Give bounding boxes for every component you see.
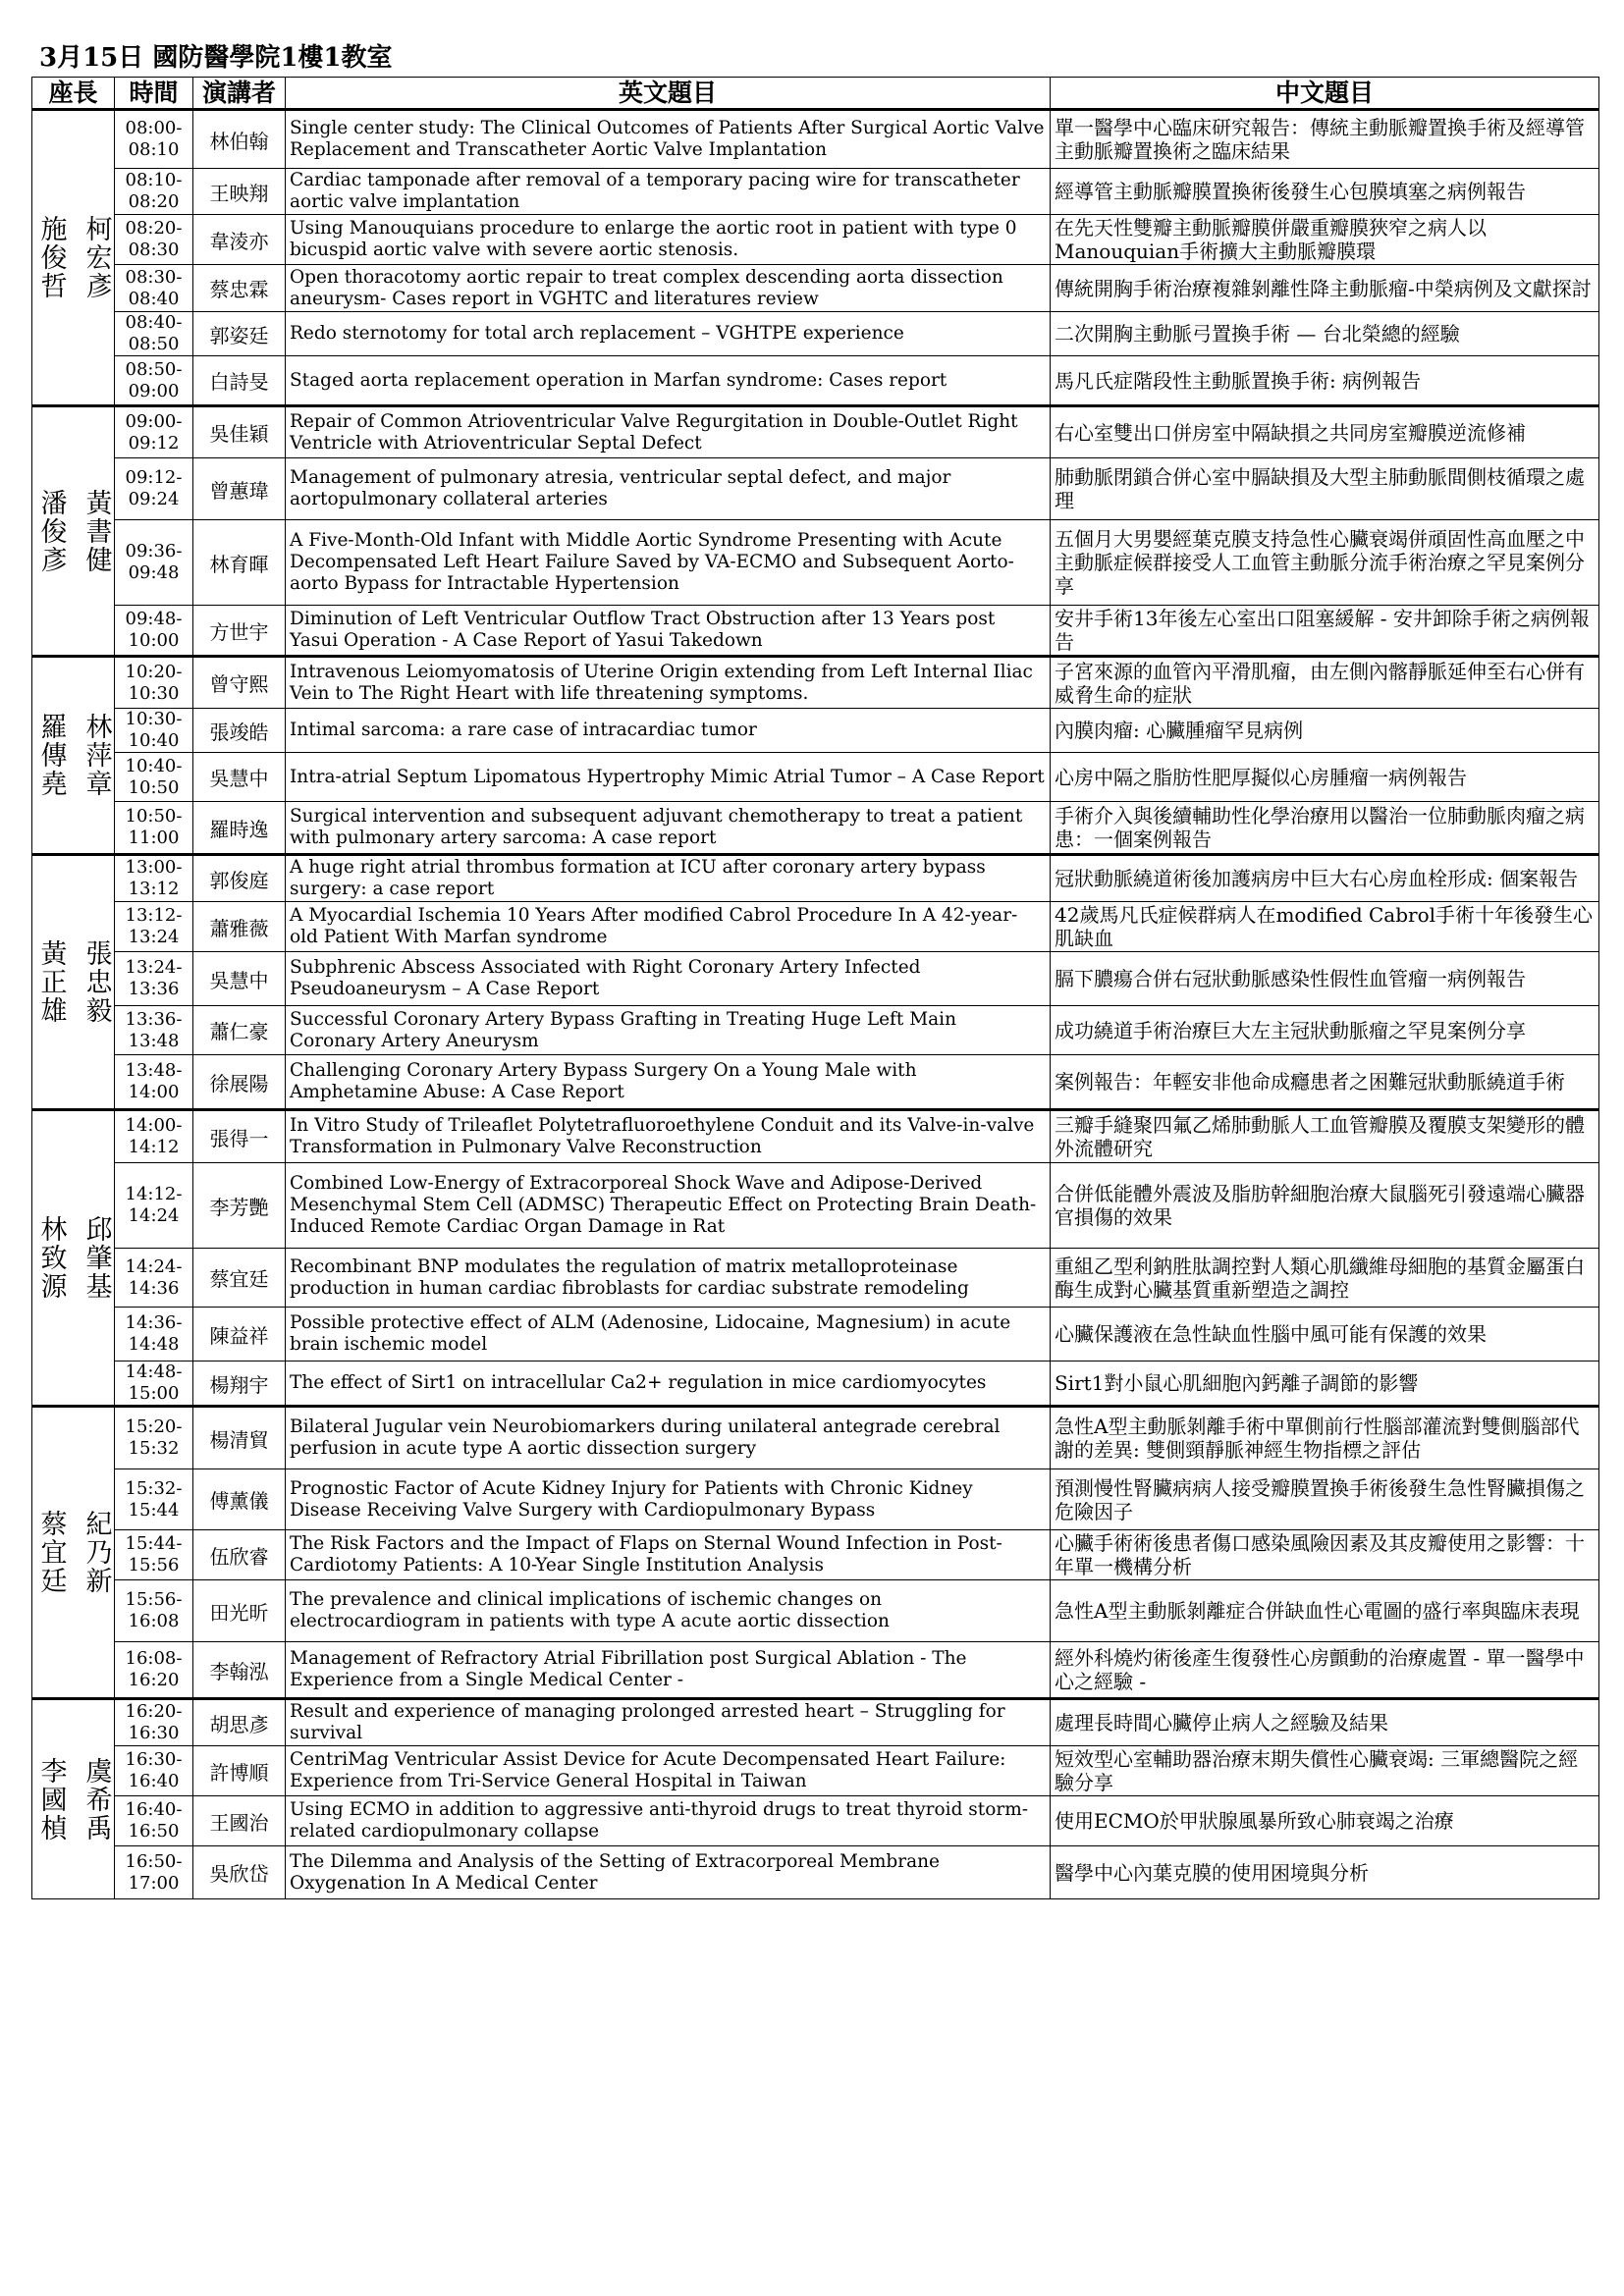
chinese-title: 在先天性雙瓣主動脈瓣膜併嚴重瓣膜狹窄之病人以Manouquian手術擴大主動脈瓣膜環 [1051, 215, 1599, 265]
speaker-name: 吳欣岱 [193, 1846, 286, 1899]
page-title: 3月15日 國防醫學院1樓1教室 [39, 43, 393, 73]
time-cell [115, 110, 193, 169]
time-end: 16:30 [128, 1723, 180, 1743]
time-end: 16:20 [128, 1670, 180, 1690]
speaker-name: 吳慧中 [193, 753, 286, 802]
time-end: 14:24 [128, 1205, 180, 1226]
chair-name: 柯宏彥 [81, 215, 112, 300]
english-title: Open thoracotomy aortic repair to treat complex descending aorta dissection aneurysm- Cases report in VGHTC and literatures review [286, 265, 1051, 312]
session-chairs [32, 1407, 115, 1699]
english-title: The prevalence and clinical implications of ischemic changes on electrocardiogram in patients with type A acute aortic dissection [286, 1580, 1051, 1642]
chair-name: 黃書健 [81, 488, 112, 574]
chair-name: 林致源 [35, 1215, 67, 1301]
time-cell [115, 520, 193, 606]
time-start: 08:00- [125, 118, 183, 138]
chinese-title: 急性A型主動脈剝離症合併缺血性心電圖的盛行率與臨床表現 [1051, 1580, 1599, 1642]
chinese-title: 膈下膿瘍合併右冠狀動脈感染性假性血管瘤一病例報告 [1051, 952, 1599, 1006]
speaker-name: 蔡宜廷 [193, 1249, 286, 1308]
table-row [32, 1796, 1599, 1846]
chair-name: 李國楨 [35, 1756, 67, 1842]
time-start: 09:12- [125, 467, 183, 488]
table-row [32, 802, 1599, 855]
table-row [32, 406, 1599, 458]
english-title: Challenging Coronary Artery Bypass Surgery On a Young Male with Amphetamine Abuse: A Case Report [286, 1055, 1051, 1110]
speaker-name: 李芳艷 [193, 1163, 286, 1249]
table-row [32, 265, 1599, 312]
speaker-name: 傅薰儀 [193, 1469, 286, 1530]
table-row [32, 110, 1599, 169]
speaker-name: 羅時逸 [193, 802, 286, 855]
chairs-group [32, 1757, 114, 1842]
table-row [32, 1110, 1599, 1163]
chinese-title: 心臟保護液在急性缺血性腦中風可能有保護的效果 [1051, 1308, 1599, 1362]
time-start: 09:36- [125, 541, 183, 561]
time-cell [115, 1407, 193, 1469]
time-end: 14:48 [128, 1334, 180, 1355]
time-cell [115, 169, 193, 215]
english-title: Using ECMO in addition to aggressive anti-thyroid drugs to treat thyroid storm-related cardiopulmonary collapse [286, 1796, 1051, 1846]
english-title: Diminution of Left Ventricular Outflow Tract Obstruction after 13 Years post Yasui Operation - A Case Report of Yasui Takedown [286, 606, 1051, 657]
chair-name: 蔡宜廷 [35, 1510, 67, 1595]
speaker-name: 楊清貿 [193, 1407, 286, 1469]
table-row [32, 1699, 1599, 1746]
chinese-title: 短效型心室輔助器治療末期失償性心臟衰竭: 三軍總醫院之經驗分享 [1051, 1746, 1599, 1796]
speaker-name: 郭俊庭 [193, 855, 286, 902]
time-end: 15:44 [128, 1499, 180, 1521]
time-end: 14:00 [128, 1082, 180, 1102]
chinese-title: 馬凡氏症階段性主動脈置換手術: 病例報告 [1051, 356, 1599, 406]
chinese-title: 經外科燒灼術後產生復發性心房顫動的治療處置 - 單一醫學中心之經驗 - [1051, 1642, 1599, 1699]
time-start: 14:36- [125, 1312, 183, 1333]
time-start: 16:50- [125, 1850, 183, 1872]
table-row [32, 1249, 1599, 1308]
chinese-title: 案例報告：年輕安非他命成癮患者之困難冠狀動脈繞道手術 [1051, 1055, 1599, 1110]
time-cell [115, 265, 193, 312]
table-row [32, 1469, 1599, 1530]
chair-name: 黃正雄 [35, 939, 67, 1025]
table-row [32, 657, 1599, 709]
time-start: 10:40- [125, 755, 183, 776]
header-english-title: 英文題目 [286, 78, 1051, 110]
chinese-title: 重組乙型利鈉胜肽調控對人類心肌纖維母細胞的基質金屬蛋白酶生成對心臟基質重新塑造之調控 [1051, 1249, 1599, 1308]
english-title: The Risk Factors and the Impact of Flaps on Sternal Wound Infection in Post-Cardiotomy Patients: A 10-Year Single Institution Analysis [286, 1530, 1051, 1580]
chinese-title: 肺動脈閉鎖合併心室中膈缺損及大型主肺動脈間側枝循環之處理 [1051, 458, 1599, 520]
english-title: Single center study: The Clinical Outcomes of Patients After Surgical Aortic Valve Replacement and Transcatheter Aortic Valve Implantation [286, 110, 1051, 169]
table-row [32, 902, 1599, 952]
speaker-name: 吳慧中 [193, 952, 286, 1006]
time-end: 16:40 [128, 1771, 180, 1791]
time-cell [115, 1746, 193, 1796]
time-start: 10:30- [125, 709, 183, 729]
chinese-title: 五個月大男嬰經葉克膜支持急性心臟衰竭併頑固性高血壓之中主動脈症候群接受人工血管主動脈分流手術治療之罕見案例分享 [1051, 520, 1599, 606]
table-row [32, 312, 1599, 356]
time-end: 14:36 [128, 1277, 180, 1299]
time-cell [115, 458, 193, 520]
time-cell [115, 312, 193, 356]
speaker-name: 胡思彥 [193, 1699, 286, 1746]
english-title: The effect of Sirt1 on intracellular Ca2+ regulation in mice cardiomyocytes [286, 1362, 1051, 1407]
speaker-name: 陳益祥 [193, 1308, 286, 1362]
english-title: Intimal sarcoma: a rare case of intracardiac tumor [286, 709, 1051, 753]
time-end: 13:36 [128, 979, 180, 999]
session-chairs [32, 1699, 115, 1899]
table-row [32, 753, 1599, 802]
speaker-name: 許博順 [193, 1746, 286, 1796]
english-title: Intra-atrial Septum Lipomatous Hypertrophy Mimic Atrial Tumor – A Case Report [286, 753, 1051, 802]
time-end: 13:24 [128, 927, 180, 947]
chair-name: 虞希禹 [81, 1756, 112, 1842]
chinese-title: 手術介入與後續輔助性化學治療用以醫治一位肺動脈肉瘤之病患：一個案例報告 [1051, 802, 1599, 855]
table-row [32, 1746, 1599, 1796]
time-cell [115, 1642, 193, 1699]
speaker-name: 楊翔宇 [193, 1362, 286, 1407]
time-start: 16:08- [125, 1648, 183, 1669]
time-cell [115, 1796, 193, 1846]
time-cell [115, 215, 193, 265]
english-title: Management of pulmonary atresia, ventricular septal defect, and major aortopulmonary collateral arteries [286, 458, 1051, 520]
time-end: 13:12 [128, 879, 180, 899]
time-start: 13:00- [125, 857, 183, 878]
time-cell [115, 753, 193, 802]
time-start: 14:48- [125, 1362, 183, 1382]
table-row [32, 952, 1599, 1006]
english-title: Result and experience of managing prolonged arrested heart – Struggling for survival [286, 1699, 1051, 1746]
session-chairs [32, 855, 115, 1110]
speaker-name: 徐展陽 [193, 1055, 286, 1110]
table-row [32, 1580, 1599, 1642]
english-title: Subphrenic Abscess Associated with Right Coronary Artery Infected Pseudoaneurysm – A Case Report [286, 952, 1051, 1006]
schedule-table [31, 77, 1599, 1899]
session-chairs [32, 657, 115, 855]
table-row [32, 458, 1599, 520]
chair-name: 紀乃新 [81, 1510, 112, 1595]
chair-name: 張忠毅 [81, 939, 112, 1025]
english-title: Possible protective effect of ALM (Adenosine, Lidocaine, Magnesium) in acute brain ischemic model [286, 1308, 1051, 1362]
time-cell [115, 1846, 193, 1899]
time-end: 09:00 [128, 380, 180, 401]
time-start: 14:12- [125, 1184, 183, 1204]
english-title: In Vitro Study of Trileaflet Polytetrafluoroethylene Conduit and its Valve-in-valve Transformation in Pulmonary Valve Reconstruction [286, 1110, 1051, 1163]
header-speaker: 演講者 [193, 78, 286, 110]
speaker-name: 蔡忠霖 [193, 265, 286, 312]
time-cell [115, 802, 193, 855]
time-cell [115, 1110, 193, 1163]
english-title: The Dilemma and Analysis of the Setting of Extracorporeal Membrane Oxygenation In A Medical Center [286, 1846, 1051, 1899]
time-cell [115, 1308, 193, 1362]
time-cell [115, 952, 193, 1006]
table-row [32, 520, 1599, 606]
speaker-name: 王國治 [193, 1796, 286, 1846]
chinese-title: 三瓣手縫聚四氟乙烯肺動脈人工血管瓣膜及覆膜支架變形的體外流體研究 [1051, 1110, 1599, 1163]
english-title: Staged aorta replacement operation in Marfan syndrome: Cases report [286, 356, 1051, 406]
time-start: 09:48- [125, 609, 183, 629]
schedule-body [32, 110, 1599, 1899]
time-end: 10:50 [128, 776, 180, 798]
speaker-name: 張得一 [193, 1110, 286, 1163]
chair-name: 施俊哲 [35, 215, 67, 300]
time-cell [115, 709, 193, 753]
time-start: 14:00- [125, 1115, 183, 1136]
speaker-name: 林伯翰 [193, 110, 286, 169]
table-row [32, 1846, 1599, 1899]
chinese-title: 內膜肉瘤: 心臟腫瘤罕見病例 [1051, 709, 1599, 753]
chinese-title: 合併低能體外震波及脂肪幹細胞治療大鼠腦死引發遠端心臟器官損傷的效果 [1051, 1163, 1599, 1249]
table-row [32, 1530, 1599, 1580]
table-row [32, 1407, 1599, 1469]
chair-name: 潘俊彥 [35, 488, 67, 574]
time-start: 15:56- [125, 1589, 183, 1610]
speaker-name: 韋淩亦 [193, 215, 286, 265]
english-title: Surgical intervention and subsequent adjuvant chemotherapy to treat a patient with pulmonary artery sarcoma: A case report [286, 802, 1051, 855]
time-end: 17:00 [128, 1872, 180, 1894]
chairs-group [32, 1215, 114, 1301]
english-title: Redo sternotomy for total arch replacement – VGHTPE experience [286, 312, 1051, 356]
table-row [32, 1308, 1599, 1362]
time-start: 09:00- [125, 410, 183, 432]
time-end: 16:50 [128, 1821, 180, 1842]
time-end: 10:00 [128, 630, 180, 651]
speaker-name: 曾守熙 [193, 657, 286, 709]
chinese-title: 急性A型主動脈剝離手術中單側前行性腦部灌流對雙側腦部代謝的差異: 雙側頸靜脈神經生物指標之評估 [1051, 1407, 1599, 1469]
time-start: 10:50- [125, 806, 183, 827]
time-end: 15:56 [128, 1555, 180, 1575]
time-end: 08:10 [128, 139, 180, 160]
chinese-title: 成功繞道手術治療巨大左主冠狀動脈瘤之罕見案例分享 [1051, 1006, 1599, 1055]
chairs-group [32, 489, 114, 574]
time-end: 09:12 [128, 432, 180, 454]
chairs-group [32, 1510, 114, 1595]
time-start: 10:20- [125, 661, 183, 682]
english-title: Recombinant BNP modulates the regulation of matrix metalloproteinase production in human cardiac fibroblasts for cardiac substrate remodeling [286, 1249, 1051, 1308]
chair-name: 邱肇基 [81, 1215, 112, 1301]
header-time: 時間 [115, 78, 193, 110]
chinese-title: 冠狀動脈繞道術後加護病房中巨大右心房血栓形成: 個案報告 [1051, 855, 1599, 902]
time-start: 14:24- [125, 1255, 183, 1277]
table-row [32, 1006, 1599, 1055]
time-start: 16:20- [125, 1701, 183, 1722]
english-title: Bilateral Jugular vein Neurobiomarkers during unilateral antegrade cerebral perfusion in acute type A aortic dissection surgery [286, 1407, 1051, 1469]
time-start: 16:30- [125, 1749, 183, 1770]
english-title: Prognostic Factor of Acute Kidney Injury for Patients with Chronic Kidney Disease Receiving Valve Surgery with Cardiopulmonary Bypass [286, 1469, 1051, 1530]
time-cell [115, 1469, 193, 1530]
table-row [32, 1163, 1599, 1249]
chinese-title: 傳統開胸手術治療複雜剝離性降主動脈瘤-中榮病例及文獻探討 [1051, 265, 1599, 312]
chairs-group [32, 215, 114, 300]
time-cell [115, 406, 193, 458]
session-chairs [32, 1110, 115, 1407]
speaker-name: 郭姿廷 [193, 312, 286, 356]
session-chairs [32, 406, 115, 657]
chinese-title: 安井手術13年後左心室出口阻塞緩解 - 安井卸除手術之病例報告 [1051, 606, 1599, 657]
speaker-name: 王映翔 [193, 169, 286, 215]
time-end: 14:12 [128, 1137, 180, 1157]
english-title: Cardiac tamponade after removal of a temporary pacing wire for transcatheter aortic valve implantation [286, 169, 1051, 215]
english-title: Management of Refractory Atrial Fibrillation post Surgical Ablation - The Experience from a Single Medical Center - [286, 1642, 1051, 1699]
time-start: 13:48- [125, 1060, 183, 1081]
english-title: Using Manouquians procedure to enlarge the aortic root in patient with type 0 bicuspid aortic valve with severe aortic stenosis. [286, 215, 1051, 265]
time-end: 16:08 [128, 1611, 180, 1631]
time-start: 08:40- [125, 312, 183, 333]
time-end: 08:30 [128, 240, 180, 260]
chairs-group [32, 939, 114, 1025]
time-start: 13:12- [125, 905, 183, 926]
chinese-title: 二次開胸主動脈弓置換手術 — 台北榮總的經驗 [1051, 312, 1599, 356]
table-row [32, 1362, 1599, 1407]
time-start: 15:44- [125, 1533, 183, 1554]
time-start: 08:50- [125, 358, 183, 380]
speaker-name: 曾蕙瑋 [193, 458, 286, 520]
speaker-name: 方世宇 [193, 606, 286, 657]
chinese-title: 單一醫學中心臨床研究報告：傳統主動脈瓣置換手術及經導管主動脈瓣置換術之臨床結果 [1051, 110, 1599, 169]
time-start: 16:40- [125, 1799, 183, 1820]
header-chair: 座長 [32, 78, 115, 110]
speaker-name: 李翰泓 [193, 1642, 286, 1699]
chinese-title: 處理長時間心臟停止病人之經驗及結果 [1051, 1699, 1599, 1746]
speaker-name: 吳佳穎 [193, 406, 286, 458]
time-cell [115, 1699, 193, 1746]
time-end: 10:40 [128, 730, 180, 751]
speaker-name: 蕭仁豪 [193, 1006, 286, 1055]
english-title: Successful Coronary Artery Bypass Grafting in Treating Huge Left Main Coronary Artery Aneurysm [286, 1006, 1051, 1055]
time-end: 09:24 [128, 489, 180, 509]
english-title: Repair of Common Atrioventricular Valve Regurgitation in Double-Outlet Right Ventricle with Atrioventricular Septal Defect [286, 406, 1051, 458]
table-row [32, 169, 1599, 215]
time-cell [115, 855, 193, 902]
speaker-name: 林育暉 [193, 520, 286, 606]
chinese-title: 子宮來源的血管內平滑肌瘤，由左側內髂靜脈延伸至右心併有威脅生命的症狀 [1051, 657, 1599, 709]
time-end: 08:20 [128, 191, 180, 212]
chinese-title: 醫學中心內葉克膜的使用困境與分析 [1051, 1846, 1599, 1899]
chairs-group [32, 713, 114, 798]
header-row [32, 78, 1599, 110]
chair-name: 羅傳堯 [35, 713, 67, 798]
table-row [32, 215, 1599, 265]
time-cell [115, 1362, 193, 1407]
time-start: 08:10- [125, 170, 183, 190]
table-row [32, 709, 1599, 753]
chinese-title: 42歲馬凡氏症候群病人在modified Cabrol手術十年後發生心肌缺血 [1051, 902, 1599, 952]
time-end: 10:30 [128, 682, 180, 704]
speaker-name: 伍欣睿 [193, 1530, 286, 1580]
speaker-name: 蕭雅薇 [193, 902, 286, 952]
speaker-name: 白詩旻 [193, 356, 286, 406]
time-end: 08:50 [128, 334, 180, 354]
table-row [32, 606, 1599, 657]
time-end: 08:40 [128, 288, 180, 309]
time-cell [115, 1163, 193, 1249]
english-title: A Myocardial Ischemia 10 Years After modified Cabrol Procedure In A 42-year-old Patient With Marfan syndrome [286, 902, 1051, 952]
time-end: 11:00 [128, 828, 180, 848]
time-cell [115, 606, 193, 657]
chinese-title: 心臟手術術後患者傷口感染風險因素及其皮瓣使用之影響：十年單一機構分析 [1051, 1530, 1599, 1580]
time-cell [115, 1055, 193, 1110]
chinese-title: 使用ECMO於甲狀腺風暴所致心肺衰竭之治療 [1051, 1796, 1599, 1846]
table-row [32, 1642, 1599, 1699]
time-end: 09:48 [128, 562, 180, 583]
time-end: 15:32 [128, 1438, 180, 1459]
time-start: 13:24- [125, 957, 183, 978]
chinese-title: Sirt1對小鼠心肌細胞內鈣離子調節的影響 [1051, 1362, 1599, 1407]
time-cell [115, 1006, 193, 1055]
speaker-name: 張竣皓 [193, 709, 286, 753]
time-start: 08:20- [125, 218, 183, 239]
header-chinese-title: 中文題目 [1051, 78, 1599, 110]
time-cell [115, 1249, 193, 1308]
english-title: Intravenous Leiomyomatosis of Uterine Origin extending from Left Internal Iliac Vein to The Right Heart with life threatening symptoms. [286, 657, 1051, 709]
english-title: Combined Low-Energy of Extracorporeal Shock Wave and Adipose-Derived Mesenchymal Stem Cell (ADMSC) Therapeutic Effect on Protecting Brain Death-Induced Remote Cardiac Organ Damage in Rat [286, 1163, 1051, 1249]
chair-name: 林萍章 [81, 713, 112, 798]
chinese-title: 預測慢性腎臟病病人接受瓣膜置換手術後發生急性腎臟損傷之危險因子 [1051, 1469, 1599, 1530]
time-end: 15:00 [128, 1383, 180, 1404]
english-title: A Five-Month-Old Infant with Middle Aortic Syndrome Presenting with Acute Decompensated Left Heart Failure Saved by VA-ECMO and Subsequent Aorto-aorto Bypass for Intractable Hypertension [286, 520, 1051, 606]
time-start: 15:32- [125, 1477, 183, 1499]
time-cell [115, 902, 193, 952]
time-cell [115, 1580, 193, 1642]
time-end: 13:48 [128, 1030, 180, 1051]
time-start: 13:36- [125, 1008, 183, 1030]
time-cell [115, 1530, 193, 1580]
table-row [32, 855, 1599, 902]
chinese-title: 心房中隔之脂肪性肥厚擬似心房腫瘤一病例報告 [1051, 753, 1599, 802]
english-title: CentriMag Ventricular Assist Device for Acute Decompensated Heart Failure: Experience from Tri-Service General Hospital in Taiwan [286, 1746, 1051, 1796]
chinese-title: 右心室雙出口併房室中隔缺損之共同房室瓣膜逆流修補 [1051, 406, 1599, 458]
time-start: 15:20- [125, 1416, 183, 1437]
english-title: A huge right atrial thrombus formation at ICU after coronary artery bypass surgery: a case report [286, 855, 1051, 902]
time-cell [115, 657, 193, 709]
table-row [32, 356, 1599, 406]
table-row [32, 1055, 1599, 1110]
time-cell [115, 356, 193, 406]
chinese-title: 經導管主動脈瓣膜置換術後發生心包膜填塞之病例報告 [1051, 169, 1599, 215]
time-start: 08:30- [125, 266, 183, 288]
session-chairs [32, 110, 115, 406]
speaker-name: 田光昕 [193, 1580, 286, 1642]
